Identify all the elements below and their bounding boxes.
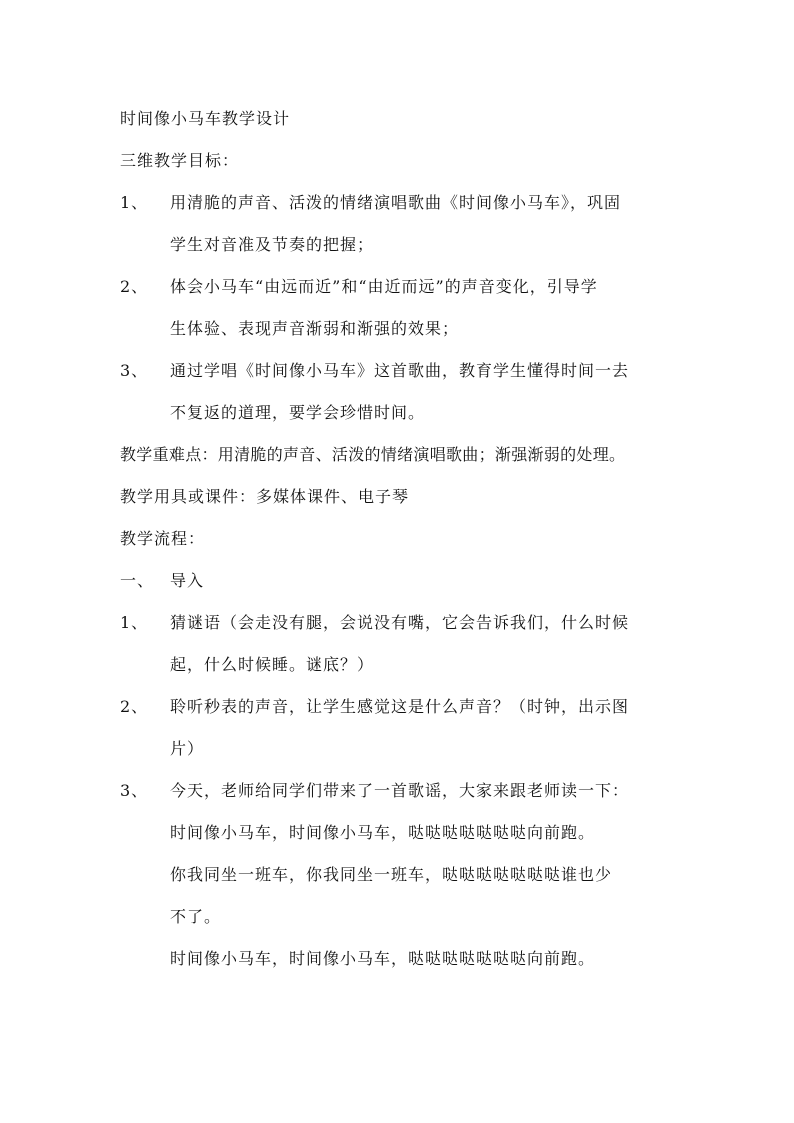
step-text-line: 猜谜语（会走没有腿，会说没有嘴，它会告诉我们，什么时候 xyxy=(170,613,630,632)
objective-text-line: 体会小马车“由远而近”和“由近而远”的声音变化，引导学 xyxy=(170,277,598,296)
step-number: 2、 xyxy=(120,697,149,716)
objective-text-line: 用清脆的声音、活泼的情绪演唱歌曲《时间像小马车》，巩固 xyxy=(170,193,622,212)
objective-text-line: 不复返的道理，要学会珍惜时间。 xyxy=(170,403,426,422)
rhyme-line: 不了。 xyxy=(170,907,222,926)
process-heading: 教学流程： xyxy=(120,529,206,548)
section-number: 一、 xyxy=(120,571,155,590)
objective-number: 3、 xyxy=(120,361,149,380)
step-text-line: 今天，老师给同学们带来了一首歌谣，大家来跟老师读一下： xyxy=(170,781,630,800)
step-text-line: 起，什么时候睡。谜底？） xyxy=(170,655,375,674)
objective-text-line: 学生对音准及节奏的把握； xyxy=(170,235,375,254)
objective-text-line: 通过学唱《时间像小马车》这首歌曲，教育学生懂得时间一去 xyxy=(170,361,630,380)
document-title: 时间像小马车教学设计 xyxy=(120,109,291,128)
teaching-tools: 教学用具或课件：多媒体课件、电子琴 xyxy=(120,487,410,506)
objective-number: 2、 xyxy=(120,277,149,296)
step-number: 3、 xyxy=(120,781,149,800)
step-text-line: 片） xyxy=(170,739,205,758)
step-number: 1、 xyxy=(120,613,149,632)
objectives-heading: 三维教学目标： xyxy=(120,151,240,170)
objective-text-line: 生体验、表现声音渐弱和渐强的效果； xyxy=(170,319,460,338)
step-text-line: 聆听秒表的声音，让学生感觉这是什么声音？（时钟，出示图 xyxy=(170,697,630,716)
objective-number: 1、 xyxy=(120,193,149,212)
section-title: 导入 xyxy=(170,571,205,590)
key-points: 教学重难点：用清脆的声音、活泼的情绪演唱歌曲；渐强渐弱的处理。 xyxy=(120,445,626,464)
rhyme-line: 时间像小马车，时间像小马车，哒哒哒哒哒哒哒向前跑。 xyxy=(170,823,596,842)
rhyme-line: 你我同坐一班车，你我同坐一班车，哒哒哒哒哒哒哒谁也少 xyxy=(170,865,613,884)
rhyme-line: 时间像小马车，时间像小马车，哒哒哒哒哒哒哒向前跑。 xyxy=(170,949,596,968)
